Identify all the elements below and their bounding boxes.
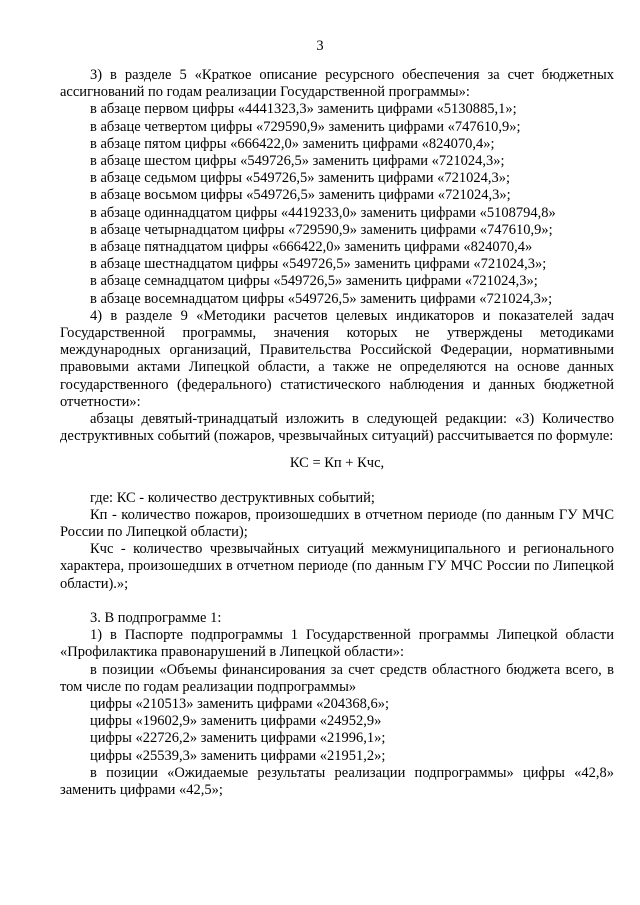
paragraph-item: цифры «19602,9» заменить цифрами «24952,9» [90,713,382,730]
paragraph-definition: Кчс - количество чрезвычайных ситуаций межмуниципального и регионального характера, произошедших в отчетном периоде (по данным ГУ МЧС России по Липецкой области).»; [60,541,614,592]
paragraph-definition: Кп - количество пожаров, произошедших в отчетном периоде (по данным ГУ МЧС России по Липецкой области); [60,506,614,541]
paragraph-item: цифры «210513» заменить цифрами «204368,6»; [90,695,390,712]
paragraph-item: в абзаце восемнадцатом цифры «549726,5» заменить цифрами «721024,3»; [90,290,553,307]
paragraph-item: в абзаце семнадцатом цифры «549726,5» заменить цифрами «721024,3»; [90,273,538,290]
paragraph-subprogram-heading: 3. В подпрограмме 1: [90,609,222,626]
paragraph-item: в абзаце четвертом цифры «729590,9» заменить цифрами «747610,9»; [90,118,521,135]
document-body [60,67,614,799]
paragraph-item: цифры «25539,3» заменить цифрами «21951,2»; [90,747,386,764]
paragraph-item: в абзаце четырнадцатом цифры «729590,9» заменить цифрами «747610,9»; [90,221,553,238]
paragraph-item: в абзаце шестнадцатом цифры «549726,5» заменить цифрами «721024,3»; [90,256,547,273]
paragraph-section5-heading: 3) в разделе 5 «Краткое описание ресурсного обеспечения за счет бюджетных ассигнований по годам реализации Государственной программы»: [60,67,614,101]
page-number: 3 [316,38,324,54]
paragraph-item: цифры «22726,2» заменить цифрами «21996,1»; [90,730,386,747]
paragraph-item: в абзаце шестом цифры «549726,5» заменить цифрами «721024,3»; [90,153,505,170]
paragraph-position: в позиции «Объемы финансирования за счет средств областного бюджета всего, в том числе по годам реализации подпрограммы» [60,661,614,695]
paragraph-item: в абзаце восьмом цифры «549726,5» заменить цифрами «721024,3»; [90,187,511,204]
paragraph-formula-intro: абзацы девятый-тринадцатый изложить в следующей редакции: «3) Количество деструктивных событий (пожаров, чрезвычайных ситуаций) рассчитывается по формуле: [60,411,614,445]
paragraph-position: в позиции «Ожидаемые результаты реализации подпрограммы» цифры «42,8» заменить цифрами «42,5»; [60,764,614,798]
paragraph-item: в абзаце пятом цифры «666422,0» заменить цифрами «824070,4»; [90,135,495,152]
paragraph-item: в абзаце седьмом цифры «549726,5» заменить цифрами «721024,3»; [90,170,511,187]
paragraph-section9-heading: 4) в разделе 9 «Методики расчетов целевых индикаторов и показателей задач Государственной программы, значения которых не утверждены методиками международных организаций, Правительства Российской Федерации, нормативными правовыми актами Липецкой области, а также не определяются на основе данных государственного (федерального) статистического наблюдения и данных бюджетной отчетности»: [60,307,614,410]
paragraph-item: в абзаце пятнадцатом цифры «666422,0» заменить цифрами «824070,4» [90,239,533,256]
paragraph-item: в абзаце одиннадцатом цифры «4419233,0» заменить цифрами «5108794,8» [90,204,556,221]
formula: КС = Кп + Кчс, [289,455,385,472]
paragraph-item: в абзаце первом цифры «4441323,3» заменить цифрами «5130885,1»; [90,101,517,118]
paragraph-definition: где: КС - количество деструктивных событий; [90,489,375,506]
paragraph-passport: 1) в Паспорте подпрограммы 1 Государственной программы Липецкой области «Профилактика правонарушений в Липецкой области»: [60,627,614,661]
